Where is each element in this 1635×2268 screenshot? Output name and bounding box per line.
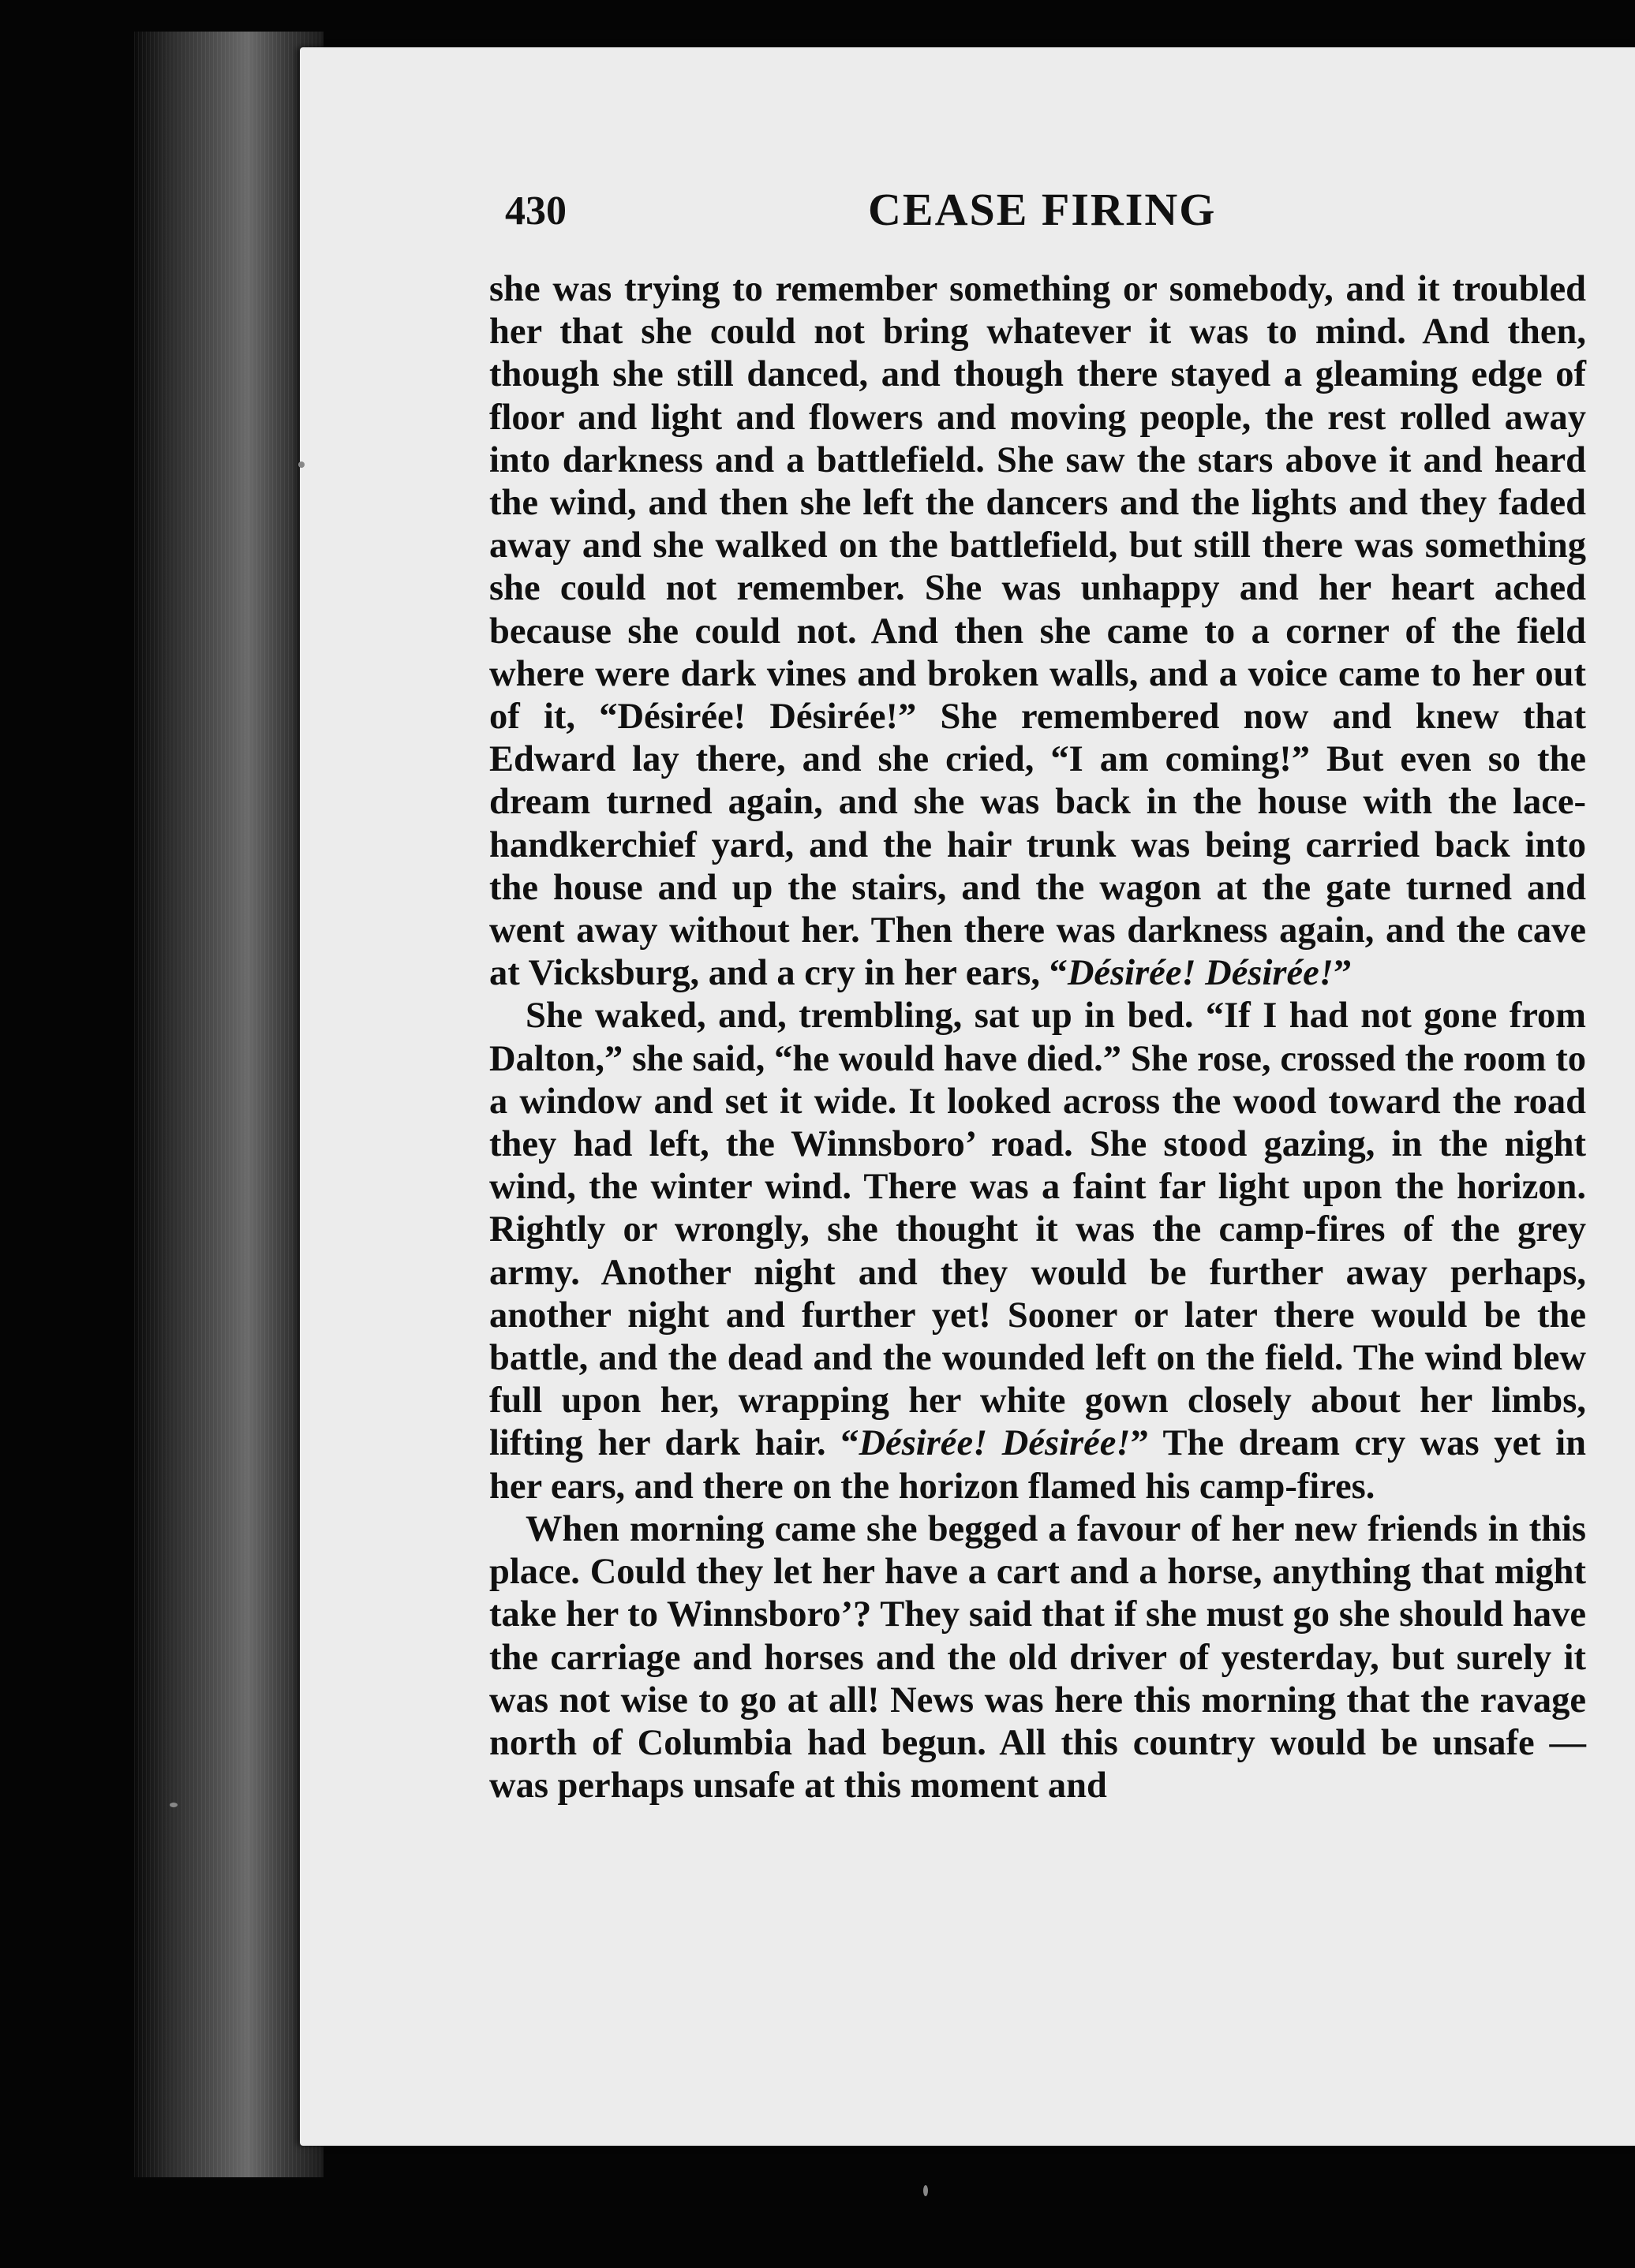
running-title: CEASE FIRING [868, 184, 1217, 235]
scan-speck [923, 2185, 928, 2196]
text-segment: ” The dream cry was yet in her ears, and there on the horizon flamed his camp-fires. [489, 1423, 1586, 1507]
text-segment-italic: Désirée! Désirée! [1067, 953, 1334, 994]
text-segment: When morning came she begged a favour of her new friends in this place. Could they let her have a cart and a horse, anything that might take her to Winnsboro’? They said that if she must go she should have the carriage and horses and the old driver of yesterday, but surely it was not wise to go at all! News was here this morning that the ravage north of Columbia had begun. All this country would be unsafe — was perhaps unsafe at this moment and [489, 1508, 1586, 1807]
text-segment: She waked, and, trembling, sat up in bed. “If I had not gone from Dalton,” she said, “he would have died.” She rose, crossed the room to a window and set it wide. It looked across the wood toward the road they had left, the Winnsboro’ road. She stood gazing, in the night wind, the winter wind. There was a faint far light upon the horizon. Rightly or wrongly, she thought it was the camp-fires of the grey army. Another night and they would be further away perhaps, another night and further yet! Sooner or later there would be the battle, and the dead and the wounded left on the field. The wind blew full upon her, wrapping her white gown closely about her limbs, lifting her dark hair. “ [489, 996, 1586, 1464]
running-head [505, 183, 1247, 246]
book-fore-edge [134, 32, 324, 2177]
paragraph-1 [489, 268, 1586, 995]
text-segment: ” [1333, 953, 1353, 994]
scan-speck [298, 461, 305, 468]
paragraph-3 [489, 1508, 1586, 1807]
text-segment: she was trying to remember something or somebody, and it troubled her that she could not bring whatever it was to mind. And then, though she still danced, and though there stayed a gleaming edge of floor and light and flowers and moving people, the rest rolled away into darkness and a battlefield. She saw the stars above it and heard the wind, and then she left the dancers and the lights and they faded away and she walked on the battlefield, but still there was something she could not remember. She was unhappy and her heart ached because she could not. And then she came to a corner of the field where were dark vines and broken walls, and a voice came to her out of it, “Désirée! Désirée!” She remembered now and knew that Edward lay there, and she cried, “I am coming!” But even so the dream turned again, and she was back in the house with the lace-handkerchief yard, and the hair trunk was being carried back into the house and up the stairs, and the wagon at the gate turned and went away without her. Then there was darkness again, and the cave at Vicksburg, and a cry in her ears, “ [489, 269, 1586, 994]
paragraph-2 [489, 995, 1586, 1508]
text-segment-italic: Désirée! Désirée! [859, 1423, 1131, 1464]
scan-speck [170, 1803, 178, 1807]
page-number: 430 [505, 189, 567, 234]
body-text [489, 268, 1586, 1807]
